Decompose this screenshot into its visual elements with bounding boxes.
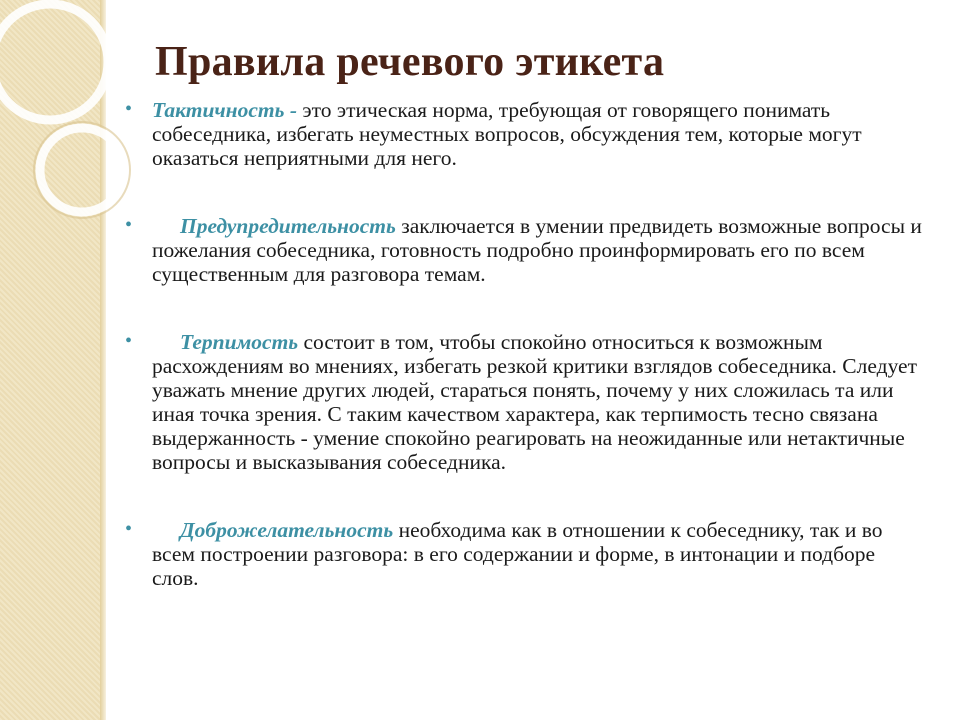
term-courtesy: Предупредительность (180, 214, 396, 238)
ring-small-shadow (34, 122, 130, 218)
term-tolerance: Терпимость (180, 330, 299, 354)
decorative-rings (0, 0, 140, 260)
ring-large (0, 4, 108, 120)
term-tactfulness: Тактичность (152, 98, 285, 122)
bullet-icon: • (125, 98, 133, 120)
term-benevolence: Доброжелательность (180, 518, 394, 542)
list-item-courtesy (125, 214, 925, 286)
term-separator: - (284, 98, 303, 122)
bullet-icon: • (125, 214, 133, 236)
description-benevolence: необходима как в отношении к собеседнику, так и во всем построении разговора: в его содержании и форме, в интонации и подборе слов. (152, 518, 883, 590)
description-tactfulness: это этическая норма, требующая от говорящего понимать собеседника, избегать неуместных вопросов, обсуждения тем, которые могут оказаться неприятными для него. (152, 98, 862, 170)
bullet-icon: • (125, 330, 133, 352)
rules-list (125, 98, 925, 590)
description-courtesy: заключается в умении предвидеть возможные вопросы и пожелания собеседника, готовность подробно проинформировать его по всем существенным для разговора темам. (152, 214, 922, 286)
list-item-benevolence (125, 518, 925, 590)
list-item-tactfulness (125, 98, 925, 170)
ring-small (40, 128, 124, 212)
list-item-tolerance (125, 330, 925, 474)
page-title: Правила речевого этикета (155, 39, 665, 85)
bullet-icon: • (125, 518, 133, 540)
description-tolerance: состоит в том, чтобы спокойно относиться к возможным расхождениям во мнениях, избегать резкой критики взглядов собеседника. Следует уважать мнение других людей, стараться понять, почему у них сложилась та или иная точка зрения. С таким качеством характера, как терпимость тесно связана выдержанность - умение спокойно реагировать на неожиданные или нетактичные вопросы и высказывания собеседника. (152, 330, 917, 474)
